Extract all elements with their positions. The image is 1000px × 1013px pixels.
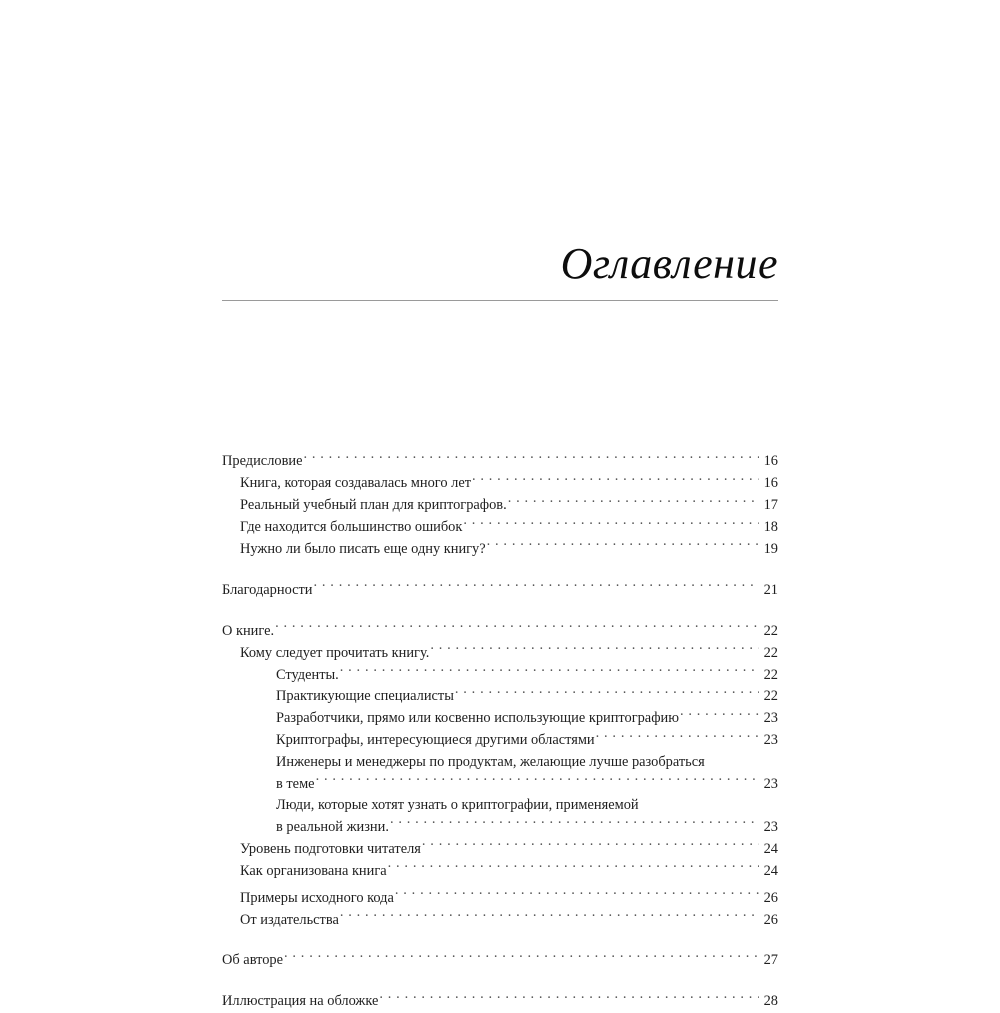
dot-leader: [472, 473, 759, 487]
toc-entry[interactable]: [222, 730, 778, 752]
toc-entry-label: Кому следует прочитать книгу.: [240, 644, 430, 661]
toc-entry-label: О книге.: [222, 622, 275, 639]
toc-entry-line: [276, 817, 778, 839]
toc-entry-line: [240, 539, 778, 561]
toc-entry-line: [276, 686, 778, 708]
toc-entry-page-number: 24: [763, 862, 778, 879]
dot-leader: [340, 909, 759, 923]
toc-entry-page-number: 24: [763, 840, 778, 857]
toc-entry-line: [222, 991, 778, 1013]
toc-entry[interactable]: [222, 473, 778, 495]
toc-entry-label: Уровень подготовки читателя: [240, 840, 421, 857]
toc-entry-label: Инженеры и менеджеры по продуктам, желающие лучше разобраться: [276, 753, 705, 770]
dot-leader: [284, 950, 759, 964]
toc-entry-page-number: 23: [763, 818, 778, 835]
dot-leader: [422, 838, 759, 852]
toc-entry-page-number: 23: [763, 710, 778, 727]
toc-entry-label: Разработчики, прямо или косвенно использующие криптографию: [276, 710, 679, 727]
toc-entry-line: [240, 517, 778, 539]
toc-entry[interactable]: [222, 539, 778, 561]
toc-entry-line: [276, 708, 778, 730]
toc-entry-page-number: 23: [763, 775, 778, 792]
dot-leader: [316, 773, 759, 787]
toc-entry-page-number: 26: [763, 889, 778, 906]
dot-leader: [680, 708, 759, 722]
dot-leader: [340, 664, 759, 678]
toc-entry-line-wrap: [276, 795, 778, 817]
table-of-contents: [222, 451, 778, 1013]
toc-entry-page-number: 22: [763, 622, 778, 639]
toc-entry-label: в реальной жизни.: [276, 818, 389, 835]
toc-entry-page-number: 19: [763, 540, 778, 557]
toc-entry-page-number: 22: [763, 666, 778, 683]
toc-entry[interactable]: [222, 909, 778, 931]
dot-leader: [390, 817, 759, 831]
toc-entry-page-number: 18: [763, 519, 778, 536]
toc-entry-page-number: 17: [763, 497, 778, 514]
toc-entry[interactable]: [222, 517, 778, 539]
toc-entry-line: [240, 909, 778, 931]
toc-entry[interactable]: [222, 991, 778, 1013]
dot-leader: [487, 539, 759, 553]
toc-entry-line: [276, 773, 778, 795]
toc-entry-line: [222, 579, 778, 601]
toc-entry-label: Практикующие специалисты: [276, 688, 454, 705]
toc-entry-line: [240, 838, 778, 860]
toc-entry[interactable]: [222, 579, 778, 601]
toc-entry[interactable]: [222, 686, 778, 708]
toc-entry-label: Иллюстрация на обложке: [222, 993, 379, 1010]
toc-entry-line: [240, 887, 778, 909]
toc-entry[interactable]: [222, 620, 778, 642]
toc-heading-block: [222, 238, 778, 301]
toc-entry-line: [276, 730, 778, 752]
toc-entry-line: [240, 642, 778, 664]
toc-entry[interactable]: [222, 664, 778, 686]
dot-leader: [303, 451, 759, 465]
toc-entry[interactable]: [222, 950, 778, 972]
toc-entry-page-number: 28: [763, 993, 778, 1010]
toc-entry-page-number: 26: [763, 911, 778, 928]
dot-leader: [596, 730, 759, 744]
toc-entry-page-number: 16: [763, 453, 778, 470]
dot-leader: [395, 887, 759, 901]
toc-entry-page-number: 22: [763, 688, 778, 705]
toc-entry-label: Студенты.: [276, 666, 339, 683]
toc-entry[interactable]: [222, 451, 778, 473]
toc-entry-page-number: 16: [763, 475, 778, 492]
dot-leader: [508, 495, 759, 509]
toc-entry[interactable]: [222, 642, 778, 664]
toc-entry-page-number: 27: [763, 952, 778, 969]
dot-leader: [314, 579, 759, 593]
toc-entry-label: Где находится большинство ошибок: [240, 519, 463, 536]
dot-leader: [463, 517, 759, 531]
toc-entry-line: [240, 860, 778, 882]
toc-entry-line: [276, 664, 778, 686]
toc-entry[interactable]: [222, 838, 778, 860]
toc-entry[interactable]: [222, 860, 778, 882]
toc-entry-label: Предисловие: [222, 453, 303, 470]
dot-leader: [455, 686, 759, 700]
dot-leader: [379, 991, 759, 1005]
toc-entry-label: Книга, которая создавалась много лет: [240, 475, 471, 492]
toc-entry-line: [240, 495, 778, 517]
toc-entry-line: [222, 950, 778, 972]
dot-leader: [275, 620, 759, 634]
toc-entry-line: [222, 620, 778, 642]
toc-entry[interactable]: [222, 795, 778, 838]
dot-leader: [430, 642, 759, 656]
toc-entry-label: Как организована книга: [240, 862, 387, 879]
toc-entry-page-number: 23: [763, 732, 778, 749]
toc-entry-label: в теме: [276, 775, 315, 792]
toc-entry-page-number: 21: [763, 581, 778, 598]
toc-entry-label: Примеры исходного кода: [240, 889, 394, 906]
toc-entry-label: От издательства: [240, 911, 339, 928]
toc-entry-line: [222, 451, 778, 473]
toc-entry-label: Об авторе: [222, 952, 284, 969]
toc-entry-line-wrap: [276, 752, 778, 774]
toc-entry-label: Нужно ли было писать еще одну книгу?: [240, 540, 486, 557]
toc-entry[interactable]: [222, 708, 778, 730]
toc-entry-label: Благодарности: [222, 581, 313, 598]
toc-entry[interactable]: [222, 495, 778, 517]
toc-entry-page-number: 22: [763, 644, 778, 661]
toc-entry[interactable]: [222, 887, 778, 909]
dot-leader: [388, 860, 759, 874]
toc-entry-label: Люди, которые хотят узнать о криптографии, применяемой: [276, 797, 639, 814]
toc-entry-label: Реальный учебный план для криптографов.: [240, 497, 507, 514]
title-divider: [222, 300, 778, 301]
toc-entry-label: Криптографы, интересующиеся другими областями: [276, 732, 595, 749]
page-title: Оглавление: [560, 239, 778, 288]
toc-entry-line: [240, 473, 778, 495]
toc-entry[interactable]: [222, 752, 778, 795]
